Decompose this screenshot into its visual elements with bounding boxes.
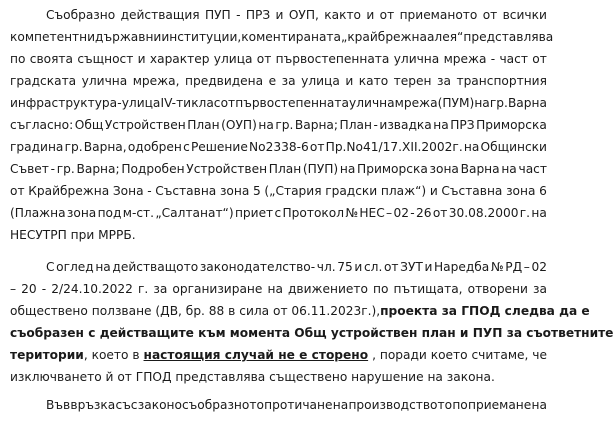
word: производството [348, 398, 453, 412]
word: със [115, 398, 138, 412]
word: движението [288, 282, 368, 296]
paragraph-2-line-6: изключването й от ГПОД представлява съществено нарушение на закона. [10, 370, 495, 384]
word: С [46, 260, 55, 274]
word: всички [502, 8, 547, 22]
word: Крайбрежна [28, 184, 110, 198]
word: (Плажна [10, 206, 66, 220]
word: и [354, 260, 363, 274]
word: действащия [120, 8, 200, 22]
word: от [532, 52, 547, 66]
word: държавни [95, 30, 162, 44]
word: (ОУП) [221, 118, 257, 132]
word: законодателство- [199, 260, 316, 274]
word: както [324, 8, 361, 22]
word: ПУП [204, 8, 231, 22]
paragraph-1-line-2 [10, 26, 554, 48]
paragraph-2-line-3-emphasis: проекта за ГПОД следва да е [380, 304, 590, 318]
word: мрежа [443, 52, 487, 66]
word: № [490, 260, 504, 274]
word: улична [349, 96, 395, 110]
word: 02 [393, 206, 409, 220]
paragraph-2-line-5-text-a: , което в [83, 348, 140, 362]
word: за [281, 74, 296, 88]
word: Варна [507, 96, 547, 110]
word: ОУП, [288, 8, 319, 22]
word: част [499, 52, 528, 66]
word: Варна [460, 162, 500, 176]
word: и [275, 8, 284, 22]
word: за [437, 74, 451, 88]
word: – [386, 206, 393, 220]
paragraph-2-line-5-text-b: , поради което считаме, че [372, 348, 547, 362]
paragraph-2-line-5-emphasis: територии [10, 348, 84, 362]
word: на [95, 260, 111, 274]
word: на [463, 140, 480, 154]
word: приет [234, 206, 274, 220]
word: План [339, 118, 372, 132]
word: - [117, 96, 122, 110]
word: 6 [539, 184, 547, 198]
word: представлява [463, 30, 554, 44]
word: Приморска [357, 162, 428, 176]
word: „Салтанат“) [155, 206, 234, 220]
word: с [274, 206, 282, 220]
word: „крайбрежна [341, 30, 427, 44]
word: на [339, 162, 356, 176]
word: гр. [489, 96, 508, 110]
word: Устройствен [104, 118, 186, 132]
word: и [366, 8, 375, 22]
word: институции, [161, 30, 242, 44]
word: от [256, 52, 272, 66]
word: от [220, 96, 236, 110]
word: мрежа, [132, 74, 180, 88]
word: 20 [21, 282, 37, 296]
word: от [309, 140, 325, 154]
paragraph-2-line-3-text: обществено ползване (ДВ, бр. 88 в сила от 06.11.2023г.), [10, 304, 381, 318]
word: (ПУП) [302, 162, 339, 176]
paragraph-1-line-3 [10, 48, 547, 70]
word: градина [10, 140, 64, 154]
word: 75 [337, 260, 353, 274]
paragraph-1-line-1 [10, 4, 547, 26]
word: на [258, 118, 274, 132]
paragraph-1-line-6 [10, 114, 547, 136]
paragraph-1-line-4 [10, 70, 547, 92]
word: връзка [70, 398, 116, 412]
word: първостепенната [235, 96, 349, 110]
word: алея“ [426, 30, 464, 44]
word: и [424, 260, 433, 274]
word: Общински [480, 140, 547, 154]
word: на [332, 398, 349, 412]
word: приемане [468, 398, 532, 412]
word: извадка [379, 118, 432, 132]
word: отворени [467, 282, 528, 296]
word: терен [393, 74, 432, 88]
paragraph-2-line-1 [10, 256, 547, 278]
word: РД [505, 260, 523, 274]
word: под [97, 206, 122, 220]
word: на [474, 96, 490, 110]
word: протичане [264, 398, 333, 412]
word: ЗУТ [400, 260, 423, 274]
word: НЕС [359, 206, 385, 220]
paragraph-1-line-5 [10, 92, 547, 114]
word: Варна; [76, 162, 120, 176]
word: - [41, 282, 47, 296]
word: м-ст. [122, 206, 155, 220]
word: на [531, 398, 547, 412]
word: 30.08.2000 [448, 206, 519, 220]
word: улица [301, 74, 340, 88]
word: транспортния [456, 74, 547, 88]
word: Съставна [155, 184, 217, 198]
word: чл. [316, 260, 336, 274]
word: Наредба [434, 260, 490, 274]
word: на [433, 118, 449, 132]
word: коментираната [241, 30, 341, 44]
word: своята [29, 52, 73, 66]
word: (ПУМ) [437, 96, 475, 110]
word: с [183, 140, 190, 154]
paragraph-2-line-5-lead [10, 344, 140, 366]
word: Съобразно [46, 8, 116, 22]
word: мрежа [394, 96, 438, 110]
word: Варна, [83, 140, 127, 154]
word: - [410, 206, 415, 220]
word: за [533, 282, 547, 296]
word: План [187, 118, 220, 132]
word: от [379, 8, 395, 22]
word: по [452, 398, 468, 412]
paragraph-1-line-8 [10, 158, 547, 180]
word: първостепенната [275, 52, 390, 66]
word: и [429, 184, 438, 198]
word: предвидена [185, 74, 264, 88]
paragraph-2-line-5-underlined: настоящия случай не е сторено [143, 348, 369, 362]
word: от [432, 206, 448, 220]
word: е [268, 74, 277, 88]
word: гр. [275, 118, 294, 132]
word: („Стария [264, 184, 322, 198]
word: гр. [64, 140, 83, 154]
word: зона [429, 162, 459, 176]
word: на [501, 162, 517, 176]
word: ПРЗ [245, 8, 271, 22]
paragraph-1-line-7 [10, 136, 547, 158]
paragraph-2-line-3 [10, 300, 590, 322]
word: ПРЗ [450, 118, 475, 132]
paragraph-1-line-10 [10, 202, 547, 224]
word: инфраструктура [10, 96, 118, 110]
word: зона [219, 184, 250, 198]
word: г. [137, 282, 149, 296]
paragraph-1-line-11: НЕСУТРП при МРРБ. [10, 228, 136, 242]
word: улица [213, 52, 253, 66]
word: от [482, 8, 498, 22]
word: и [137, 52, 146, 66]
word: градски [325, 184, 378, 198]
word: г. [519, 206, 531, 220]
word: Варна; [294, 118, 338, 132]
word: част [518, 162, 547, 176]
word: действащото [112, 260, 199, 274]
word: Решение [190, 140, 248, 154]
word: - [373, 118, 378, 132]
word: клас [191, 96, 221, 110]
word: градската [10, 74, 77, 88]
word: - [147, 184, 152, 198]
word: пътищата, [393, 282, 463, 296]
word: зона [506, 184, 536, 198]
word: Общ [74, 118, 104, 132]
word: зона [66, 206, 97, 220]
word: компетентни [10, 30, 96, 44]
word: IV-ти [160, 96, 192, 110]
word: Приморска [476, 118, 547, 132]
word: законосъобразното [137, 398, 264, 412]
word: улица [121, 96, 161, 110]
paragraph-3-line-1 [10, 394, 547, 416]
word: улична [81, 74, 128, 88]
word: одобрен [127, 140, 182, 154]
word: характер [149, 52, 210, 66]
word: 2/24.10.2022 [51, 282, 133, 296]
word: Съвет [10, 162, 49, 176]
word: като [358, 74, 389, 88]
word: - [236, 8, 241, 22]
word: съгласно: [10, 118, 74, 132]
word: 5 [252, 184, 261, 198]
word: Съставна [441, 184, 503, 198]
paragraph-2-line-5 [10, 344, 547, 366]
word: № [345, 206, 359, 220]
word: приеманото [399, 8, 478, 22]
word: същност [77, 52, 134, 66]
word: гр. [56, 162, 75, 176]
word: Пр.No41/17.XII.2002г. [325, 140, 463, 154]
word: сл. [363, 260, 383, 274]
word: – [523, 260, 530, 274]
word: организиране [172, 282, 263, 296]
word: по [10, 52, 26, 66]
word: - [50, 162, 56, 176]
word: оглед [56, 260, 94, 274]
word: Протокол [282, 206, 345, 220]
word: от [10, 184, 25, 198]
paragraph-2-line-2 [10, 278, 547, 300]
word: и [345, 74, 354, 88]
word: на [531, 206, 547, 220]
word: плаж“) [380, 184, 427, 198]
word: - [490, 52, 496, 66]
paragraph-1-line-9 [10, 180, 547, 202]
word: Във [46, 398, 71, 412]
word: на [267, 282, 283, 296]
word: Зона [112, 184, 144, 198]
word: по [373, 282, 389, 296]
word: – [10, 282, 17, 296]
word: от [383, 260, 399, 274]
word: Устройствен [186, 162, 268, 176]
word: за [153, 282, 168, 296]
word: План [268, 162, 302, 176]
word: No2338-6 [249, 140, 309, 154]
word: улична [393, 52, 440, 66]
word: Подробен [121, 162, 185, 176]
paragraph-2-line-4: съобразен с действащите към момента Общ устройствен план и ПУП за съответните [10, 326, 613, 340]
word: 26 [415, 206, 432, 220]
word: 02 [531, 260, 547, 274]
